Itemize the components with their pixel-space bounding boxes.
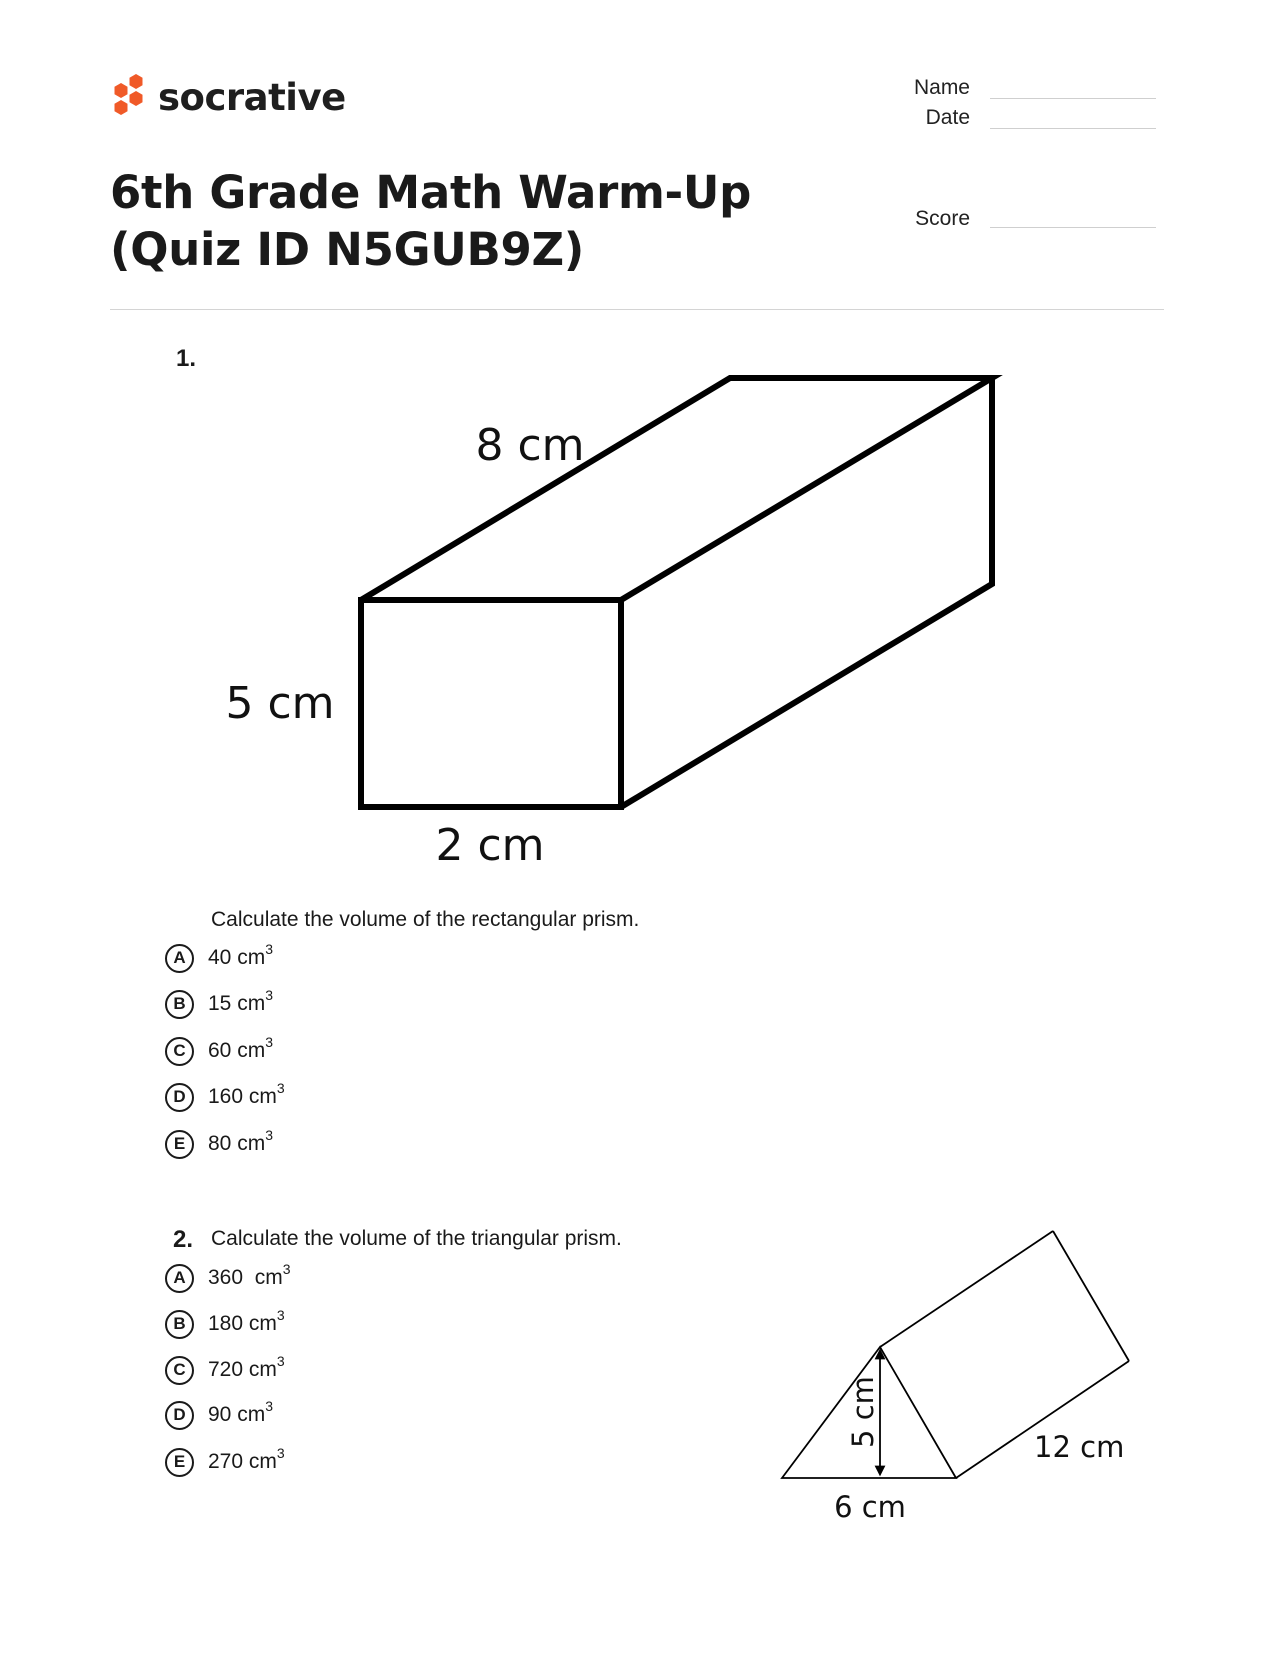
option-letter-badge: B (165, 1310, 194, 1339)
option-text: 40 $cm^3$ (208, 941, 273, 969)
score-label: Score (915, 207, 970, 230)
option-text: 160 $cm^3$ (208, 1080, 285, 1108)
q2-option-b[interactable] (165, 1307, 285, 1341)
option-letter-badge: A (165, 1264, 194, 1293)
header-divider (110, 309, 1164, 310)
option-text: 80 $cm^3$ (208, 1127, 273, 1155)
question-1-prompt: Calculate the volume of the rectangular prism. (211, 908, 640, 931)
option-letter-badge: D (165, 1401, 194, 1430)
option-text: 720 $cm^3$ (208, 1353, 285, 1381)
logo-text: socrative (158, 75, 346, 119)
socrative-logo (110, 72, 346, 122)
prism-width-label: 2 cm (435, 820, 545, 871)
option-letter-badge: D (165, 1083, 194, 1112)
q1-option-b[interactable] (165, 987, 273, 1021)
option-text: 60 $cm^3$ (208, 1034, 273, 1062)
prism-height-label: 5 cm (225, 678, 335, 729)
rectangular-prism-figure (200, 360, 1010, 880)
score-blank[interactable] (990, 227, 1156, 228)
date-label: Date (925, 106, 970, 129)
q1-option-e[interactable] (165, 1127, 273, 1161)
option-letter-badge: E (165, 1448, 194, 1477)
prism-back-edge (1053, 1231, 1129, 1361)
prism-length-label: 8 cm (475, 420, 585, 471)
question-2-prompt: Calculate the volume of the triangular prism. (211, 1227, 622, 1250)
date-blank[interactable] (990, 128, 1156, 129)
option-letter-badge: A (165, 944, 194, 973)
option-text: 180 $cm^3$ (208, 1307, 285, 1335)
option-text: 360 $cm^3$ (208, 1261, 291, 1289)
prism-side-face (621, 378, 992, 807)
q2-option-d[interactable] (165, 1398, 273, 1432)
option-text: 90 $cm^3$ (208, 1398, 273, 1426)
option-letter-badge: E (165, 1130, 194, 1159)
page-title: 6th Grade Math Warm-Up (Quiz ID N5GUB9Z) (110, 166, 752, 276)
triangular-prism-figure (770, 1215, 1150, 1535)
question-2-number: 2. (173, 1226, 194, 1253)
option-letter-badge: B (165, 990, 194, 1019)
option-letter-badge: C (165, 1037, 194, 1066)
prism-top-edge (880, 1231, 1053, 1347)
q1-option-a[interactable] (165, 941, 273, 975)
tri-base-label: 6 cm (834, 1490, 906, 1524)
option-letter-badge: C (165, 1356, 194, 1385)
tri-length-label: 12 cm (1034, 1430, 1125, 1464)
q2-option-c[interactable] (165, 1353, 285, 1387)
option-text: 15 $cm^3$ (208, 987, 273, 1015)
q2-option-a[interactable] (165, 1261, 291, 1295)
hexagon-cluster-icon (110, 73, 146, 121)
prism-front-face (361, 600, 621, 807)
option-text: 270 $cm^3$ (208, 1445, 285, 1473)
q1-option-d[interactable] (165, 1080, 285, 1114)
prism-top-face (361, 378, 992, 600)
q2-option-e[interactable] (165, 1445, 285, 1479)
tri-height-label: 5 cm (846, 1376, 880, 1448)
name-blank[interactable] (990, 98, 1156, 99)
name-label: Name (913, 76, 970, 99)
question-1-number: 1. (176, 345, 197, 372)
q1-option-c[interactable] (165, 1034, 273, 1068)
